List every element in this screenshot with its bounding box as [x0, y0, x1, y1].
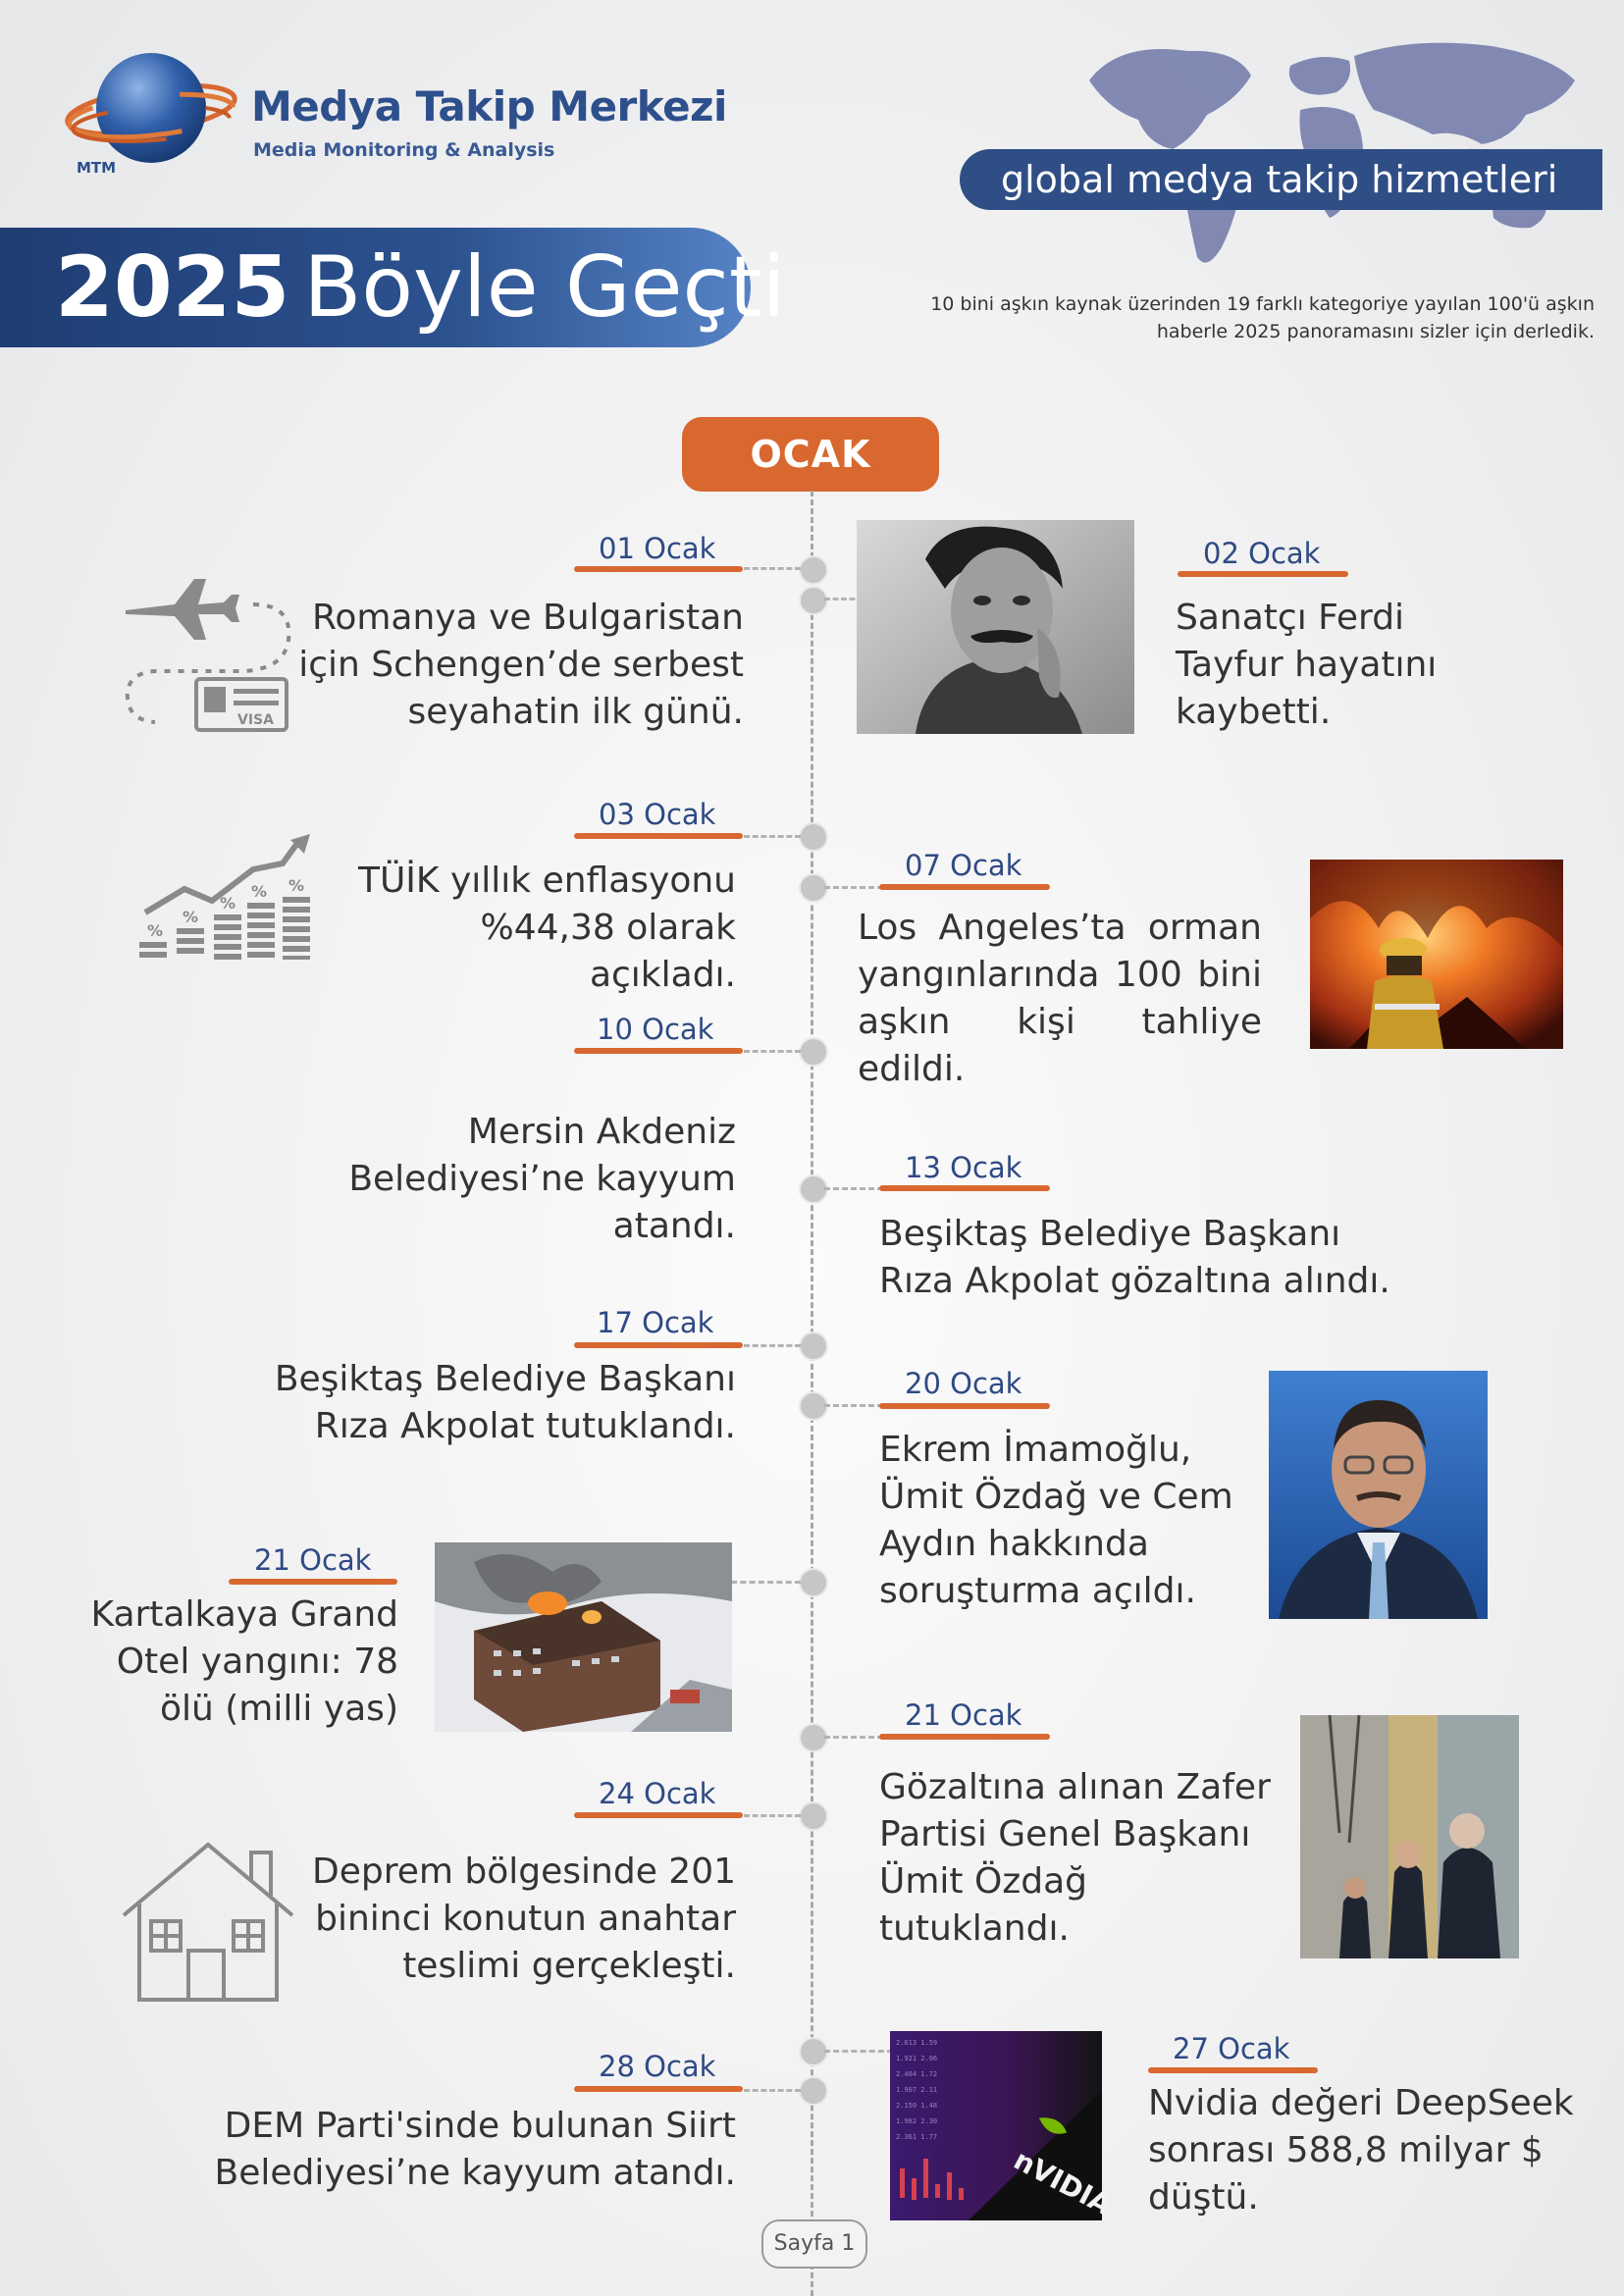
timeline-connector [744, 2089, 801, 2092]
timeline-connector [744, 567, 801, 570]
timeline-connector [744, 835, 801, 838]
inflation-chart-icon [135, 834, 317, 960]
timeline-connector [744, 1344, 801, 1347]
event-text: Kartalkaya Grand Otel yangını: 78 ölü (milli yas) [90, 1594, 398, 1729]
page-title [55, 235, 785, 339]
month-label: OCAK [682, 417, 939, 492]
timeline-dot [799, 1037, 828, 1067]
date-underline [879, 1403, 1050, 1409]
event-date: 17 Ocak [597, 1306, 714, 1339]
timeline-connector [824, 1187, 883, 1190]
event-text: TÜİK yıllık enflasyonu %44,38 olarak açıkladı. [357, 861, 736, 995]
timeline-connector [731, 1581, 801, 1584]
date-underline [574, 1342, 743, 1348]
timeline-connector [744, 1814, 801, 1817]
event-text: Beşiktaş Belediye Başkanı Rıza Akpolat tutuklandı. [274, 1359, 736, 1446]
svg-text:%: % [183, 908, 199, 926]
timeline-dot [799, 2076, 828, 2106]
timeline-connector [824, 886, 883, 889]
date-underline [879, 1185, 1050, 1191]
svg-text:2.613 1.59: 2.613 1.59 [896, 2039, 938, 2047]
svg-text:1.921 2.06: 1.921 2.06 [896, 2055, 938, 2062]
timeline-connector [744, 1050, 801, 1053]
svg-text:%: % [220, 894, 236, 913]
event-date: 20 Ocak [905, 1367, 1022, 1400]
brand-title: Medya Takip Merkezi [251, 82, 727, 130]
event-text: Beşiktaş Belediye Başkanı Rıza Akpolat gözaltına alındı. [879, 1214, 1390, 1301]
event-date: 28 Ocak [599, 2050, 716, 2083]
event-text: Deprem bölgesinde 201 bininci konutun anahtar teslimi gerçekleşti. [312, 1852, 736, 1986]
tagline: global medya takip hizmetleri [1001, 158, 1558, 201]
svg-text:%: % [147, 921, 164, 940]
event-date: 21 Ocak [905, 1698, 1022, 1732]
event-date: 10 Ocak [597, 1013, 714, 1046]
event-date: 13 Ocak [905, 1151, 1022, 1184]
svg-text:%: % [288, 876, 305, 895]
page-number: Sayfa 1 [761, 2219, 867, 2269]
event-text: DEM Parti'sinde bulunan Siirt Belediyesi’ne kayyum atandı. [214, 2106, 736, 2193]
timeline-connector [824, 2050, 893, 2053]
svg-text:VISA: VISA [237, 712, 274, 728]
svg-text:%: % [251, 882, 268, 901]
event-text: Nvidia değeri DeepSeek sonrası 588,8 milyar $ düştü. [1148, 2083, 1574, 2218]
timeline-dot [799, 1801, 828, 1831]
event-text: Ekrem İmamoğlu, Ümit Özdağ ve Cem Aydın hakkında soruşturma açıldı. [879, 1430, 1233, 1611]
timeline-connector [824, 1736, 883, 1739]
date-underline [574, 2086, 743, 2092]
timeline-dot [799, 555, 828, 585]
detention-photo [1300, 1715, 1519, 1958]
timeline-dot [799, 1331, 828, 1361]
event-date: 24 Ocak [599, 1777, 716, 1810]
svg-text:1.982 2.30: 1.982 2.30 [896, 2117, 938, 2125]
date-underline [1178, 571, 1348, 577]
date-underline [574, 833, 743, 839]
speaker-photo [1269, 1371, 1488, 1619]
svg-text:1.907 2.11: 1.907 2.11 [896, 2086, 938, 2094]
date-underline [574, 566, 743, 572]
year-label: 2025 [55, 238, 290, 337]
event-text: Gözaltına alınan Zafer Partisi Genel Başkanı Ümit Özdağ tutuklandı. [879, 1767, 1271, 1949]
date-underline [574, 1812, 743, 1818]
brand-subtitle: Media Monitoring & Analysis [253, 139, 555, 161]
event-date: 27 Ocak [1173, 2032, 1290, 2065]
svg-text:2.150 1.48: 2.150 1.48 [896, 2102, 938, 2110]
date-underline [574, 1048, 743, 1054]
event-date: 07 Ocak [905, 849, 1022, 882]
svg-text:2.361 1.77: 2.361 1.77 [896, 2133, 938, 2141]
date-underline [879, 1734, 1050, 1740]
timeline-dot [799, 586, 828, 615]
event-text: Mersin Akdeniz Belediyesi’ne kayyum atandı. [348, 1112, 736, 1246]
intro-text: 10 bini aşkın kaynak üzerinden 19 farklı kategoriye yayılan 100'ü aşkın haberle 2025 panoramasını sizler için derledik. [930, 293, 1595, 342]
portrait-photo [857, 520, 1134, 734]
timeline-dot [799, 822, 828, 852]
nvidia-photo [890, 2031, 1118, 2222]
travel-visa-icon [116, 561, 292, 736]
logo-mark: MTM [77, 159, 117, 177]
event-date: 21 Ocak [254, 1543, 372, 1577]
event-text: Romanya ve Bulgaristan için Schengen’de serbest seyahatin ilk günü. [298, 598, 744, 732]
house-icon [118, 1839, 298, 2004]
wildfire-photo [1310, 860, 1563, 1049]
event-text: Sanatçı Ferdi Tayfur hayatını kaybetti. [1176, 598, 1438, 732]
svg-text:2.484 1.72: 2.484 1.72 [896, 2070, 938, 2078]
timeline-dot [799, 1568, 828, 1597]
timeline-connector [824, 1404, 883, 1407]
hotel-fire-photo [435, 1542, 732, 1732]
date-underline [1148, 2067, 1318, 2073]
event-date: 01 Ocak [599, 532, 716, 565]
date-underline [879, 884, 1050, 890]
event-text: Los Angeles’ta orman yangınlarında 100 bini aşkın kişi tahliye edildi. [858, 908, 1262, 1089]
headline: Böyle Geçti [303, 238, 786, 337]
event-date: 02 Ocak [1203, 537, 1321, 570]
date-underline [229, 1579, 397, 1585]
nvidia-logo-text: nVIDIA [1008, 2143, 1118, 2222]
event-date: 03 Ocak [599, 798, 716, 831]
globe-logo-icon [61, 47, 237, 175]
